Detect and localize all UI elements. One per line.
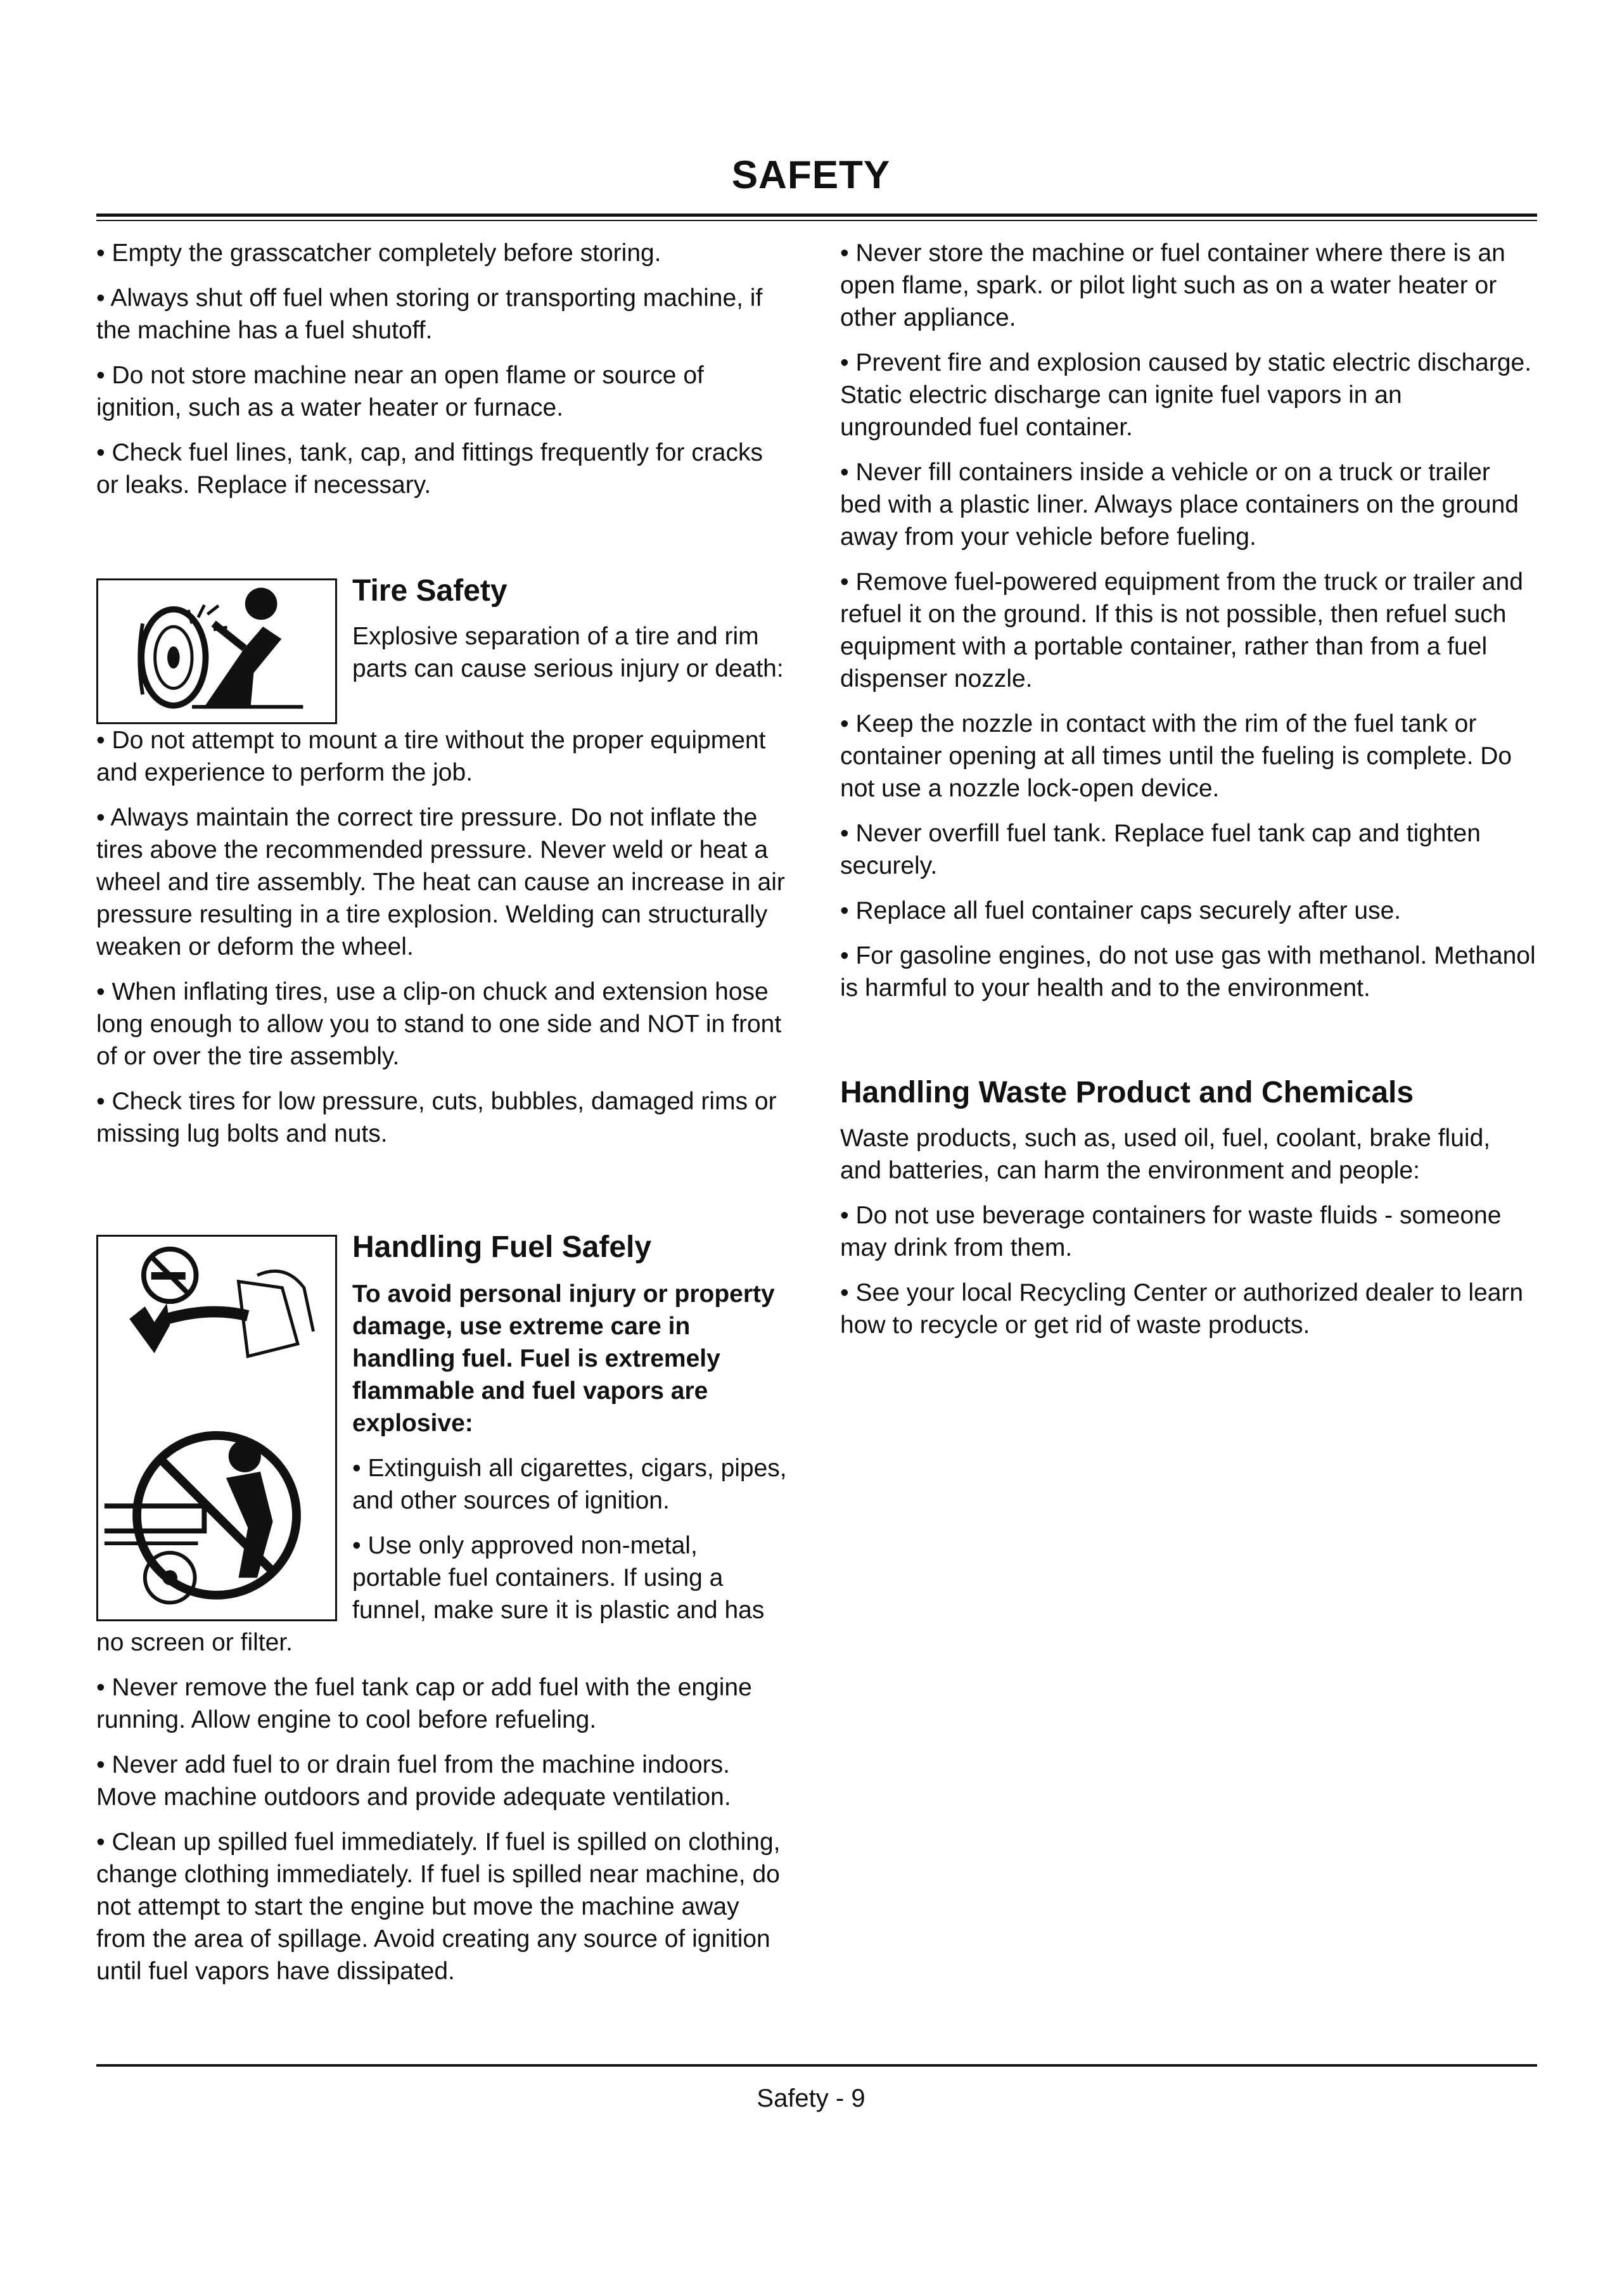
list-item: • Do not use beverage containers for waste fluids - someone may drink from them. xyxy=(840,1202,1502,1261)
no-smoking-fueling-icon xyxy=(98,1237,335,1619)
list-item: • Keep the nozzle in contact with the rim of the fuel tank or container opening at all times until the fueling is complete. Do not use a nozzle lock-open device. xyxy=(840,710,1512,802)
tire-explosion-illustration xyxy=(96,578,337,724)
page-title: SAFETY xyxy=(731,153,891,197)
list-item: • Extinguish all cigarettes, cigars, pipes, and other sources of ignition. xyxy=(352,1455,787,1514)
list-item: • Always shut off fuel when storing or transporting machine, if the machine has a fuel shutoff. xyxy=(96,284,763,344)
list-item: • Never add fuel to or drain fuel from the machine indoors. Move machine outdoors and provide adequate ventilation. xyxy=(96,1751,731,1811)
list-item: • Remove fuel-powered equipment from the truck or trailer and refuel it on the ground. If this is not possible, then refuel such equipment with a portable container, rather than from a fuel dispenser nozzle. xyxy=(840,568,1523,692)
list-item: • See your local Recycling Center or authorized dealer to learn how to recycle or get rid of waste products. xyxy=(840,1279,1524,1339)
list-item: • Empty the grasscatcher completely before storing. xyxy=(96,239,661,267)
tire-safety-heading: Tire Safety xyxy=(352,574,508,608)
list-item: • Do not attempt to mount a tire without the proper equipment and experience to perform the job. xyxy=(96,727,766,786)
tire-safety-intro: Explosive separation of a tire and rim parts can cause serious injury or death: xyxy=(352,623,784,682)
fuel-safety-heading: Handling Fuel Safely xyxy=(352,1230,652,1264)
left-column xyxy=(96,237,787,2000)
list-item: • For gasoline engines, do not use gas with methanol. Methanol is harmful to your health and to the environment. xyxy=(840,942,1536,1002)
list-item: • Never store the machine or fuel container where there is an open flame, spark. or pilot light such as on a water heater or other appliance. xyxy=(840,239,1505,331)
waste-heading: Handling Waste Product and Chemicals xyxy=(840,1076,1414,1109)
footer-rule xyxy=(96,2064,1537,2067)
list-item: • Check tires for low pressure, cuts, bubbles, damaged rims or missing lug bolts and nuts. xyxy=(96,1088,777,1147)
list-item: • Use only approved non-metal, portable fuel containers. If using a funnel, make sure it is plastic and has no screen or filter. xyxy=(96,1532,765,1656)
tire-safety-section xyxy=(96,572,787,724)
list-item: • Prevent fire and explosion caused by static electric discharge. Static electric discharge can ignite fuel vapors in an ungrounded fuel container. xyxy=(840,349,1532,441)
list-item: • Always maintain the correct tire pressure. Do not inflate the tires above the recommended pressure. Never weld or heat a wheel and tire assembly. The heat can cause an increase in air pressure resulting in a tire explosion. Welding can structurally weaken or deform the wheel. xyxy=(96,804,785,960)
list-item: • Never fill containers inside a vehicle or on a truck or trailer bed with a plastic liner. Always place containers on the ground away from your vehicle before fueling. xyxy=(840,459,1519,551)
waste-intro: Waste products, such as, used oil, fuel, coolant, brake fluid, and batteries, can harm the environment and people: xyxy=(840,1125,1491,1184)
fuel-safety-illustration xyxy=(96,1235,337,1621)
fuel-safety-section xyxy=(96,1228,787,1987)
list-item: • Never overfill fuel tank. Replace fuel tank cap and tighten securely. xyxy=(840,820,1481,879)
list-item: • Clean up spilled fuel immediately. If fuel is spilled on clothing, change clothing immediately. If fuel is spilled near machine, do not attempt to start the engine but move the machine away from the area of spillage. Avoid creating any source of ignition until fuel vapors have dissipated. xyxy=(96,1828,781,1985)
header-rule xyxy=(96,214,1537,217)
list-item: • Do not store machine near an open flame or source of ignition, such as a water heater or furnace. xyxy=(96,362,704,421)
list-item: • Replace all fuel container caps securely after use. xyxy=(840,897,1402,924)
list-item: • Never remove the fuel tank cap or add fuel with the engine running. Allow engine to cool before refueling. xyxy=(96,1674,752,1733)
list-item: • When inflating tires, use a clip-on chuck and extension hose long enough to allow you to stand to one side and NOT in front of or over the tire assembly. xyxy=(96,978,782,1070)
fuel-safety-warning: To avoid personal injury or property damage, use extreme care in handling fuel. Fuel is extremely flammable and fuel vapors are explosive: xyxy=(352,1280,775,1437)
right-column xyxy=(840,237,1537,1354)
page-number: Safety - 9 xyxy=(757,2084,865,2112)
header-rule-thin xyxy=(96,220,1537,221)
list-item: • Check fuel lines, tank, cap, and fittings frequently for cracks or leaks. Replace if necessary. xyxy=(96,439,763,499)
tire-explosion-icon xyxy=(98,580,335,722)
